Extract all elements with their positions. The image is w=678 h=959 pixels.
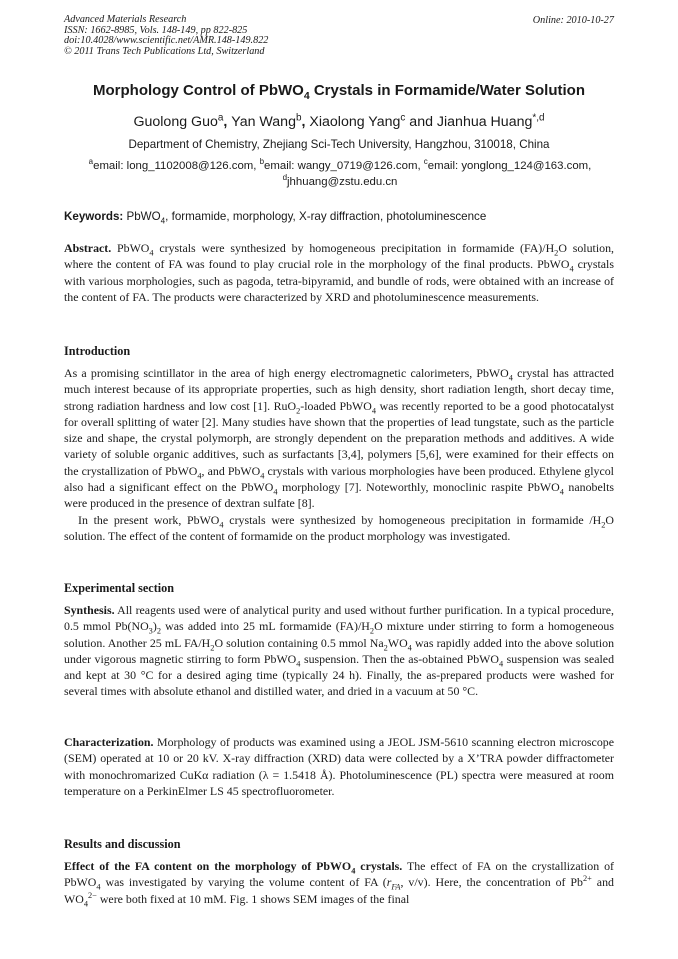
section-heading-introduction: Introduction [64,344,131,358]
paragraph: In the present work, PbWO$_4$ crystals were synthesized by homogeneous precipitation in formamide $/H_2O$ solution. The effect of the content of formamide on the product morphology was investigated. [64,512,614,543]
affiliation: Department of Chemistry, Zhejiang Sci-Tech University, Hangzhou, 310018, China [128,138,550,151]
author-name: Guolong Guo [133,114,218,130]
author-emails: $^a$email: long_1102008@126.com, $^b$email: wangy_0719@126.com, $^c$email: yonglong_124@163.com, $^d$jhhuang@zstu.edu.cn [88,157,592,188]
introduction-body [64,365,614,544]
section-heading-results: Results and discussion [64,837,181,851]
characterization-label: Characterization. [64,735,154,749]
paragraph: As a promising scintillator in the area of high energy electromagnetic calorimeters, PbWO$_4$ crystal has attracted much interest because of its appropriate properties, such as high density, short radiation length, short decay time, strong radiation hardness and low cost [1]. RuO$_2$-loaded PbWO$_4$ was recently reported to be a good photocatalyst for overall splitting of water [2]. Many studies have shown that the properties of lead tungstate, such as the particle size and shape, the crystal polymorph, are strongly dependent on the preparation methods and additives. A wide variety of soluble organic additives, such as surfactants [3,4], polymers [5,6], were examined for their effects on the crystallization of PbWO$_4$, and PbWO$_4$ crystals with various morphologies have been produced. Ethylene glycol also had a significant effect on the PbWO$_4$ morphology [7]. Noteworthly, monoclinic raspite PbWO$_4$ nanobelts were produced in the presence of dextran sulfate [8]. [64,366,615,511]
journal-doi: doi:10.4028/www.scientific.net/AMR.148-149.822 [64,35,269,47]
journal-copyright: © 2011 Trans Tech Publications Ltd, Switzerland [64,45,265,57]
keywords-label: Keywords: [64,210,124,223]
synthesis-label: Synthesis. [64,603,115,617]
email-link: email: wangy_0719@126.com, [264,160,424,172]
email-link: email: yonglong_124@163.com, [427,160,592,172]
paper-title: Morphology Control of PbWO$_4$ Crystals in Formamide/Water Solution [93,82,585,102]
section-heading-experimental: Experimental section [64,581,175,595]
email-link: email: long_1102008@126.com, [93,160,260,172]
author-list: Guolong Guo$^a$, Yan Wang$^b$, Xiaolong Yang$^c$ and Jianhua Huang$^{*,d}$ [133,112,545,130]
keywords: Keywords: PbWO$_4$, formamide, morphology, X-ray diffraction, photoluminescence [64,210,487,226]
journal-header [64,15,268,57]
author-name: Jianhua Huang [436,114,533,130]
online-date: Online: 2010-10-27 [532,15,614,26]
synthesis-paragraph: Synthesis. All reagents used were of analytical purity and used without further purification. In a typical procedure, 0.5 mmol $Pb(NO_3)_2$ was added into 25 mL formamide $(FA)/H_2O$ mixture under stirring to form a homogeneous solution. Another 25 mL $FA/H_2O$ solution containing 0.5 mmol $Na_2WO_4$ was rapidly added into the above solution under vigorous magnetic stirring to form PbWO$_4$ suspension. Then the as-obtained PbWO$_4$ suspension was sealed and kept at 30 °C for a desired aging time (typically 24 h). Finally, the as-prepared products were washed for several times with absolute ethanol and distilled water, and dried in a vacuum at 50 °C. [64,603,615,699]
journal-name: Advanced Materials Research [64,14,187,25]
results-paragraph: Effect of the FA content on the morphology of PbWO$_4$ crystals. The effect of FA on the crystallization of PbWO$_4$ was investigated by varying the volume content of FA ($r_{FA}$, v/v). Here, the concentration of $Pb^{2+}$ and $WO_4^{2-}$ were both fixed at 10 mM. Fig. 1 shows SEM images of the final [64,859,614,908]
author-name: Xiaolong Yang [309,114,401,130]
results-label: Effect of the FA content on the morphology of PbWO$_4$ crystals. [64,859,403,876]
journal-issn: ISSN: 1662-8985, Vols. 148-149, pp 822-825 [64,24,248,36]
characterization-paragraph: Characterization. Morphology of products was examined using a JEOL JSM-5610 scanning electron microscope (SEM) operated at 10 or 20 kV. X-ray diffraction (XRD) data were collected by a X’TRA powder diffractometer with monochromarized CuKα radiation (λ = 1.5418 Å). Photoluminescence (PL) spectra were measured at room temperature on a PerkinElmer LS 45 spectrofluorometer. [64,735,614,798]
abstract-label: Abstract. [64,241,112,255]
author-name: Yan Wang [231,114,296,130]
email-link: jhhuang@zstu.edu.cn [287,176,398,188]
abstract: Abstract. PbWO$_4$ crystals were synthesized by homogeneous precipitation in formamide $(FA)/H_2O$ solution, where the content of FA was found to play crucial role in the morphology of the final products. PbWO$_4$ crystals with various morphologies, such as pagoda, tetra-bipyramid, and bundle of rods, were obtained with an increase of the content of FA. The products were characterized by XRD and photoluminescence measurements. [64,241,615,304]
